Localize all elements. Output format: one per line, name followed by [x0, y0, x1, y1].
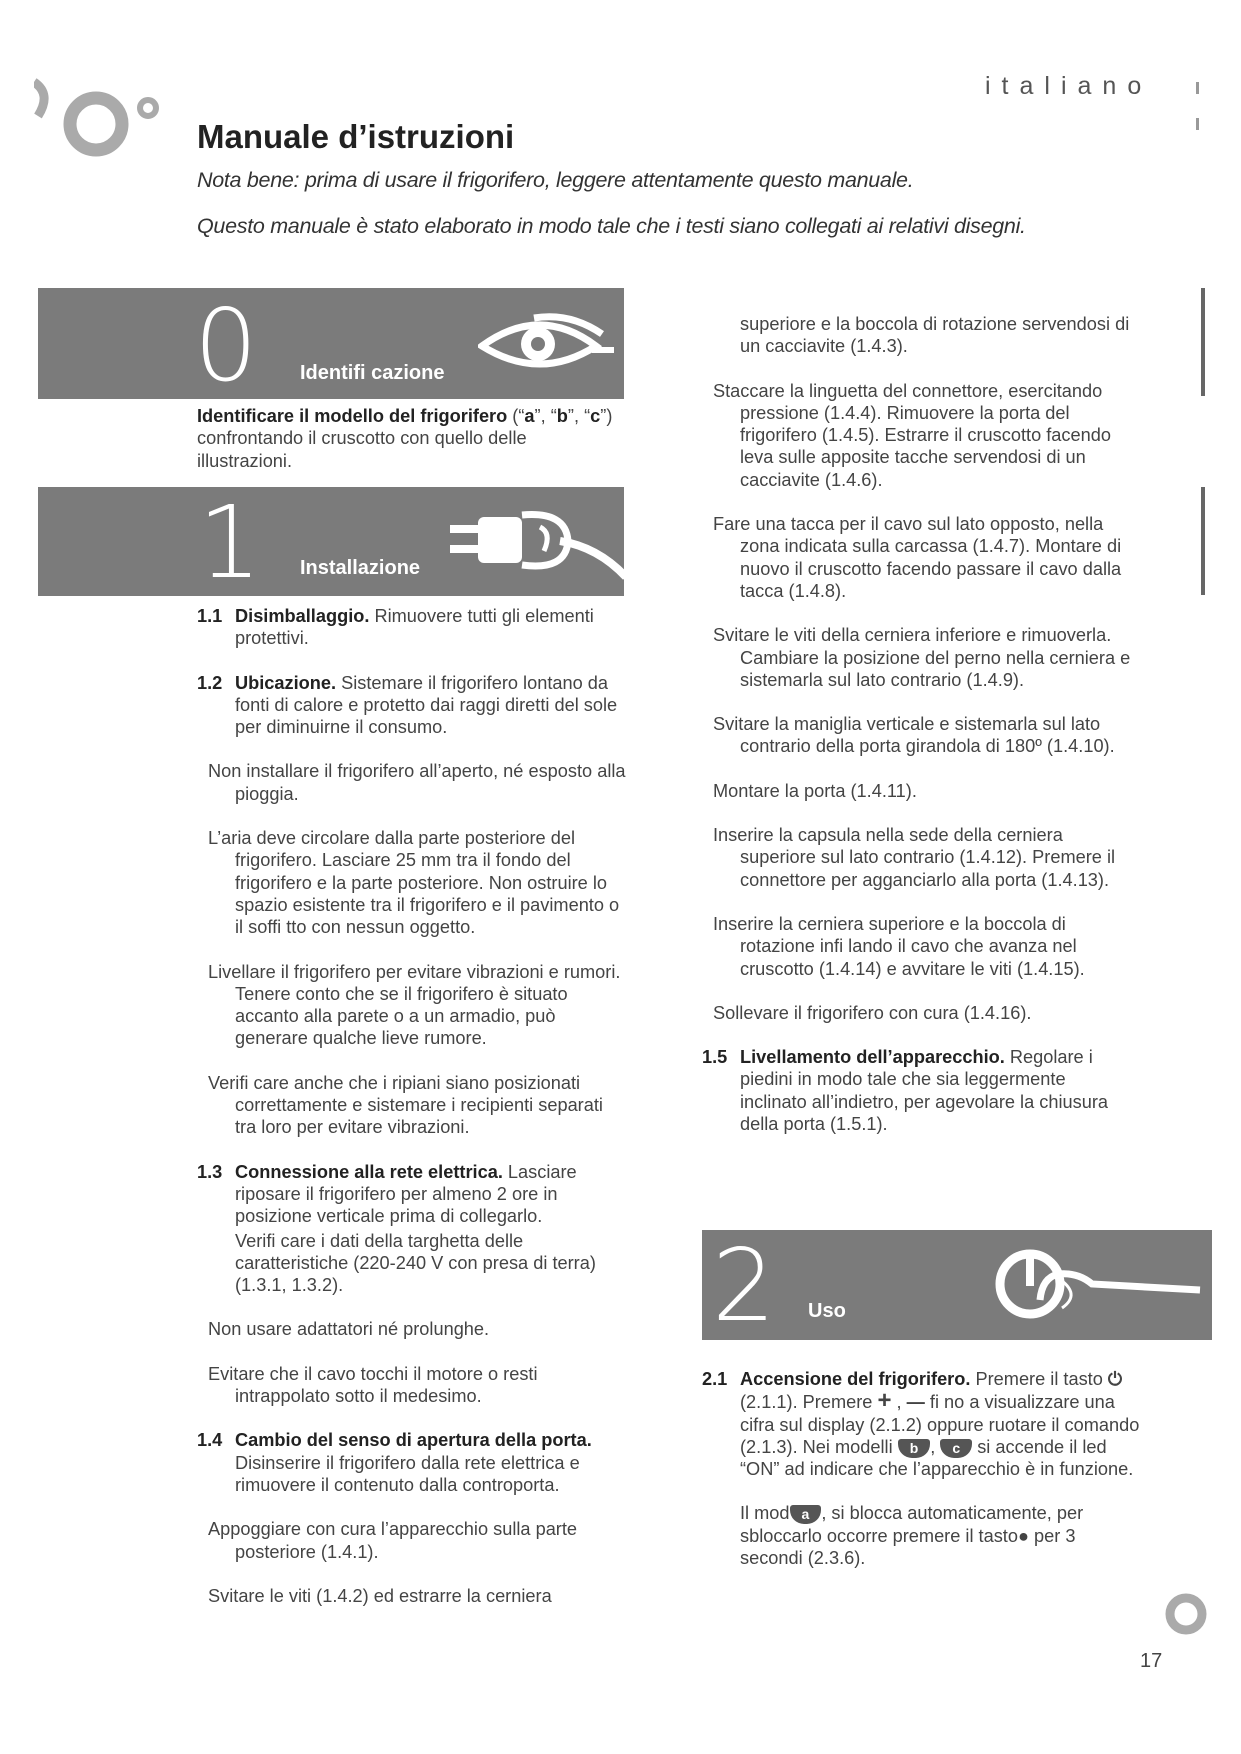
plug-icon	[448, 501, 628, 583]
paragraph-outdoor: Non installare il frigorifero all’aperto, né esposto alla pioggia.	[208, 761, 626, 804]
paragraph-lower-hinge: Svitare le viti della cerniera inferiore e rimuoverla. Cambiare la posizione del perno nella cerniera e sistemarla sul lato contrario (1.4.9).	[713, 625, 1131, 690]
finger-press-button-icon	[982, 1244, 1202, 1330]
minus-button-icon: —	[906, 1392, 925, 1413]
left-column	[197, 605, 627, 1629]
paragraph-cable-notch: Fare una tacca per il cavo sul lato opposto, nella zona indicata sulla carcassa (1.4.7). Montare di nuovo il cruscotto facendo passare il cavo dalla tacca (1.4.8).	[713, 514, 1122, 601]
section-band-use	[702, 1227, 1212, 1344]
language-label: italiano	[985, 72, 1153, 100]
section-1-5: 1.5 Livellamento dell’apparecchio. Regolare i piedini in modo tale che sia leggermente inclinato all’indietro, per agevolare la chiusura della porta (1.5.1).	[702, 1047, 1109, 1135]
logo-arc	[34, 82, 44, 116]
section-number: 1	[198, 484, 262, 601]
model-a-badge: a	[790, 1505, 822, 1524]
paragraph-lay-back: Appoggiare con cura l’apparecchio sulla parte posteriore (1.4.1).	[208, 1519, 578, 1562]
section-title: Uso	[808, 1300, 846, 1322]
page-corner-circle	[1160, 1590, 1210, 1640]
paragraph-cable: Evitare che il cavo tocchi il motore o resti intrappolato sotto il medesimo.	[208, 1363, 538, 1407]
paragraph-adapters: Non usare adattatori né prolunghe.	[208, 1319, 490, 1340]
section-1-1: 1.1 Disimballaggio. Rimuovere tutti gli elementi protettivi.	[197, 606, 594, 649]
margin-bar	[1201, 487, 1205, 595]
margin-bar	[1201, 288, 1205, 396]
paragraph-model-a-lock: Il mod a , si blocca automaticamente, per sbloccarlo occorre premere il tasto● per 3 secondi (2.3.6).	[740, 1503, 1084, 1569]
paragraph-mount-door: Montare la porta (1.4.11).	[713, 780, 917, 801]
identify-paragraph: Identificare il modello del frigorifero (“a”, “b”, “c”) confrontando il cruscotto con quello delle illustrazioni.	[197, 406, 613, 471]
section-title: Identifi cazione	[300, 362, 445, 384]
paragraph-air-circulation: L’aria deve circolare dalla parte posteriore del frigorifero. Lasciare 25 mm tra il fondo del frigorifero e la parte posteriore. Non ostruire lo spazio esistente tra il frigorifero e il pavimento o il soffi tto con nessun oggetto.	[208, 828, 620, 938]
logo-large-circle	[70, 98, 122, 150]
paragraph-handle: Svitare la maniglia verticale e sistemarla sul lato contrario della porta girandola di 180º (1.4.10).	[713, 714, 1115, 757]
paragraph-upper-hinge: Inserire la cerniera superiore e la boccola di rotazione infi lando il cavo che avanza nel cruscotto (1.4.14) e avvitare le viti (1.4.15).	[713, 913, 1085, 979]
right-edge-mark	[1196, 118, 1199, 130]
right-column	[702, 313, 1132, 1157]
section-2-1: 2.1 Accensione del frigorifero. Premere il tasto ⏻ (2.1.1). Premere + , — fi no a visualizzare una cifra sul display (2.1.2) oppure ruotare il comando (2.1.3). Nei modelli b , c si accende il led “ON” ad indicare che l’apparecchio è in funzione.	[702, 1369, 1140, 1480]
page-number: 17	[1140, 1650, 1163, 1672]
section-band-installation	[38, 484, 624, 601]
eye-icon	[478, 310, 618, 380]
section-1-4: 1.4 Cambio del senso di apertura della porta. Disinserire il frigorifero dalla rete elettrica e rimuovere il contenuto dalla controporta.	[197, 1430, 592, 1495]
section-1-2: 1.2 Ubicazione. Sistemare il frigorifero lontano da fonti di calore e protetto dai raggi diretti del sole per diminuirne il consumo.	[197, 672, 618, 738]
right-edge-mark	[1196, 82, 1199, 94]
section-title: Installazione	[300, 557, 421, 579]
paragraph-unscrew-hinge: Svitare le viti (1.4.2) ed estrarre la cerniera	[208, 1585, 552, 1606]
right-column-use	[702, 1368, 1142, 1591]
note-text-drawings: Questo manuale è stato elaborato in modo tale che i testi siano collegati ai relativi disegni.	[197, 214, 1026, 238]
paragraph-shelves: Verifi care anche che i ripiani siano posizionati correttamente e sistemare i recipienti separati tra loro per evitare vibrazioni.	[208, 1072, 603, 1138]
section-number: 0	[194, 287, 258, 404]
paragraph-lift: Sollevare il frigorifero con cura (1.4.16).	[713, 1002, 1032, 1023]
paragraph-capsule: Inserire la capsula nella sede della cerniera superiore sul lato contrario (1.4.12). Premere il connettore per agganciarlo alla porta (1.4.13).	[713, 825, 1116, 890]
paragraph-leveling: Livellare il frigorifero per evitare vibrazioni e rumori. Tenere conto che se il frigorifero è situato accanto alla parete o a un armadio, può generare qualche lieve rumore.	[208, 961, 621, 1049]
section-number: 2	[712, 1227, 776, 1344]
page-title: Manuale d’istruzioni	[197, 118, 515, 155]
paragraph-continued: superiore e la boccola di rotazione servendosi di un cacciavite (1.4.3).	[740, 314, 1130, 357]
logo-small-circle	[140, 100, 156, 116]
model-b-badge: b	[898, 1439, 931, 1458]
section-1-3: 1.3 Connessione alla rete elettrica. Lasciare riposare il frigorifero per almeno 2 ore in posizione verticale prima di collegarlo.	[197, 1161, 577, 1227]
section-band-identification	[38, 287, 624, 404]
model-c-badge: c	[940, 1439, 972, 1458]
paragraph-connector-tab: Staccare la linguetta del connettore, esercitando pressione (1.4.4). Rimuovere la porta del frigorifero (1.4.5). Estrarre il cruscotto facendo leva sulle apposite tacche servendosi di un cacciavite (1.4.6).	[713, 380, 1111, 490]
power-button-icon: ⏻	[1107, 1369, 1123, 1389]
plus-button-icon: +	[877, 1387, 892, 1415]
brand-logo-circles	[34, 72, 174, 182]
note-read-manual: Nota bene: prima di usare il frigorifero, leggere attentamente questo manuale.	[197, 168, 914, 192]
section-1-3-rating-plate: Verifi care i dati della targhetta delle caratteristiche (220-240 V con presa di terra) (1.3.1, 1.3.2).	[235, 1230, 596, 1296]
lock-button-icon: ●	[1017, 1525, 1029, 1546]
